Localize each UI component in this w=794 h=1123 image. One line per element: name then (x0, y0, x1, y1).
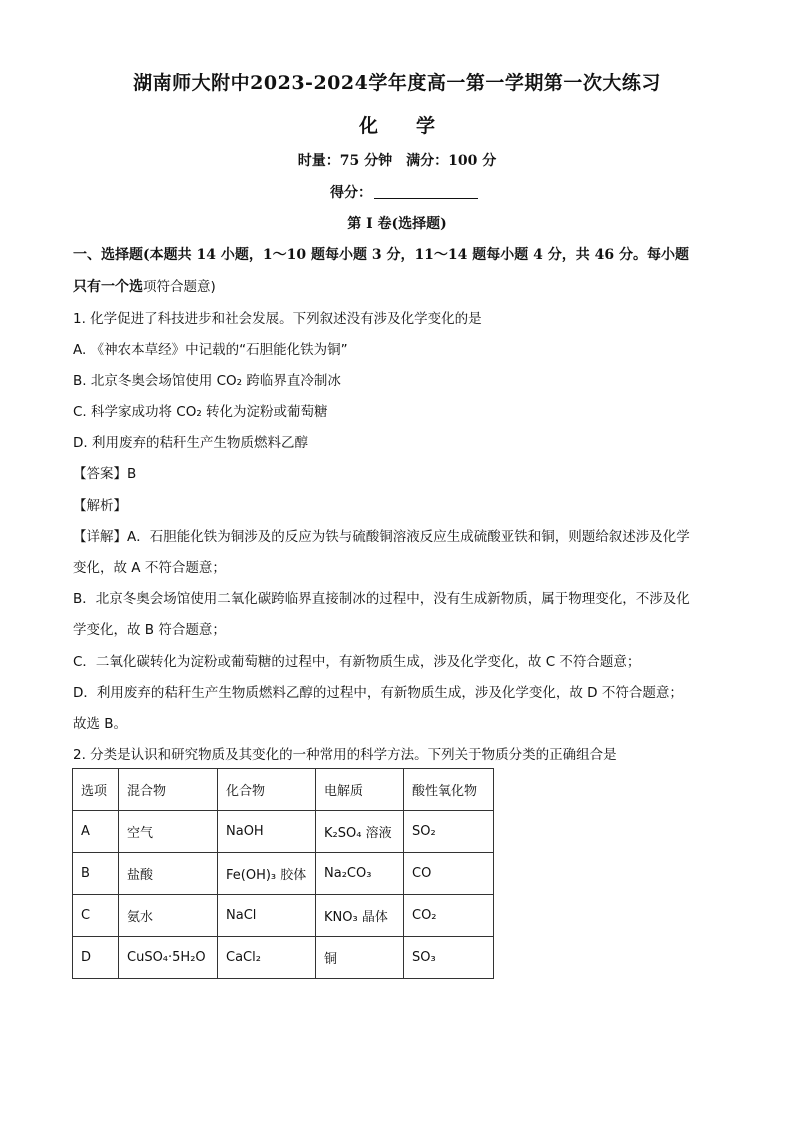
score-field (330, 182, 478, 202)
q1-detail-line: 学变化，故 B 符合题意； (73, 622, 226, 638)
table-cell: SO₂ (404, 811, 494, 853)
section-instructions-line1: 一、选择题(本题共 14 小题，1～10 题每小题 3 分，11～14 题每小题 4 分，共 46 分。每小题 (73, 247, 689, 263)
q1-detail-line: B．北京冬奥会场馆使用二氧化碳跨临界直接制冰的过程中，没有生成新物质，属于物理变化，不涉及化 (73, 591, 690, 607)
table-cell: CuSO₄·5H₂O (119, 937, 218, 979)
q1-detail-line: 变化，故 A 不符合题意； (73, 560, 226, 576)
table-header-cell: 混合物 (119, 769, 218, 811)
q1-analysis-tag: 【解析】 (73, 498, 127, 514)
table-cell: C (73, 895, 119, 937)
detail-tag: 【详解】 (73, 529, 127, 545)
table-cell: D (73, 937, 119, 979)
exam-info: 时量：75 分钟 满分：100 分 (297, 153, 497, 169)
table-row (73, 937, 494, 979)
table-cell: Fe(OH)₃ 胶体 (218, 853, 316, 895)
q1-option-b: B. 北京冬奥会场馆使用 CO₂ 跨临界直冷制冰 (73, 373, 341, 389)
q2-stem: 2. 分类是认识和研究物质及其变化的一种常用的科学方法。下列关于物质分类的正确组合是 (73, 747, 617, 763)
section-instructions-rest: 项符合题意) (143, 279, 216, 295)
volume-heading: 第 I 卷(选择题) (347, 216, 447, 232)
score-label: 得分： (330, 185, 372, 201)
table-header-row (73, 769, 494, 811)
section-instructions-bold: 只有一个选 (73, 279, 143, 295)
table-header-cell: 酸性氧化物 (404, 769, 494, 811)
answer-tag: 【答案】 (73, 466, 127, 482)
answer-value: B (127, 466, 137, 482)
table-row (73, 853, 494, 895)
table-cell: CO (404, 853, 494, 895)
table-cell: NaCl (218, 895, 316, 937)
q1-option-c: C. 科学家成功将 CO₂ 转化为淀粉或葡萄糖 (73, 404, 328, 420)
table-cell: NaOH (218, 811, 316, 853)
detail-text: A．石胆能化铁为铜涉及的反应为铁与硫酸铜溶液反应生成硫酸亚铁和铜，则题给叙述涉及化学 (127, 529, 690, 545)
q1-option-a: A. 《神农本草经》中记载的“石胆能化铁为铜” (73, 342, 348, 358)
table-cell: 空气 (119, 811, 218, 853)
document-title: 湖南师大附中2023-2024学年度高一第一学期第一次大练习 (133, 72, 661, 94)
q1-stem: 1. 化学促进了科技进步和社会发展。下列叙述没有涉及化学变化的是 (73, 311, 482, 327)
table-header-cell: 电解质 (316, 769, 404, 811)
table-cell: A (73, 811, 119, 853)
table-row (73, 811, 494, 853)
table-header-cell: 选项 (73, 769, 119, 811)
table-cell: 盐酸 (119, 853, 218, 895)
table-cell: Na₂CO₃ (316, 853, 404, 895)
table-row (73, 895, 494, 937)
score-blank[interactable] (374, 184, 478, 199)
q1-conclusion: 故选 B。 (73, 716, 128, 732)
q1-answer (73, 462, 136, 482)
table-cell: 氨水 (119, 895, 218, 937)
table-cell: CaCl₂ (218, 937, 316, 979)
q1-detail-line (73, 525, 690, 545)
table-header-cell: 化合物 (218, 769, 316, 811)
section-instructions-line2 (73, 275, 216, 296)
table-cell: SO₃ (404, 937, 494, 979)
subject-title: 化学 (358, 115, 473, 137)
table-cell: 铜 (316, 937, 404, 979)
q1-detail-line: D．利用废弃的秸秆生产生物质燃料乙醇的过程中，有新物质生成，涉及化学变化，故 D 不符合题意； (73, 685, 683, 701)
table-cell: K₂SO₄ 溶液 (316, 811, 404, 853)
table-cell: B (73, 853, 119, 895)
table-cell: CO₂ (404, 895, 494, 937)
table-cell: KNO₃ 晶体 (316, 895, 404, 937)
q1-detail-line: C．二氧化碳转化为淀粉或葡萄糖的过程中，有新物质生成，涉及化学变化，故 C 不符合题意； (73, 654, 641, 670)
q1-option-d: D. 利用废弃的秸秆生产生物质燃料乙醇 (73, 435, 308, 451)
classification-table (72, 768, 494, 979)
